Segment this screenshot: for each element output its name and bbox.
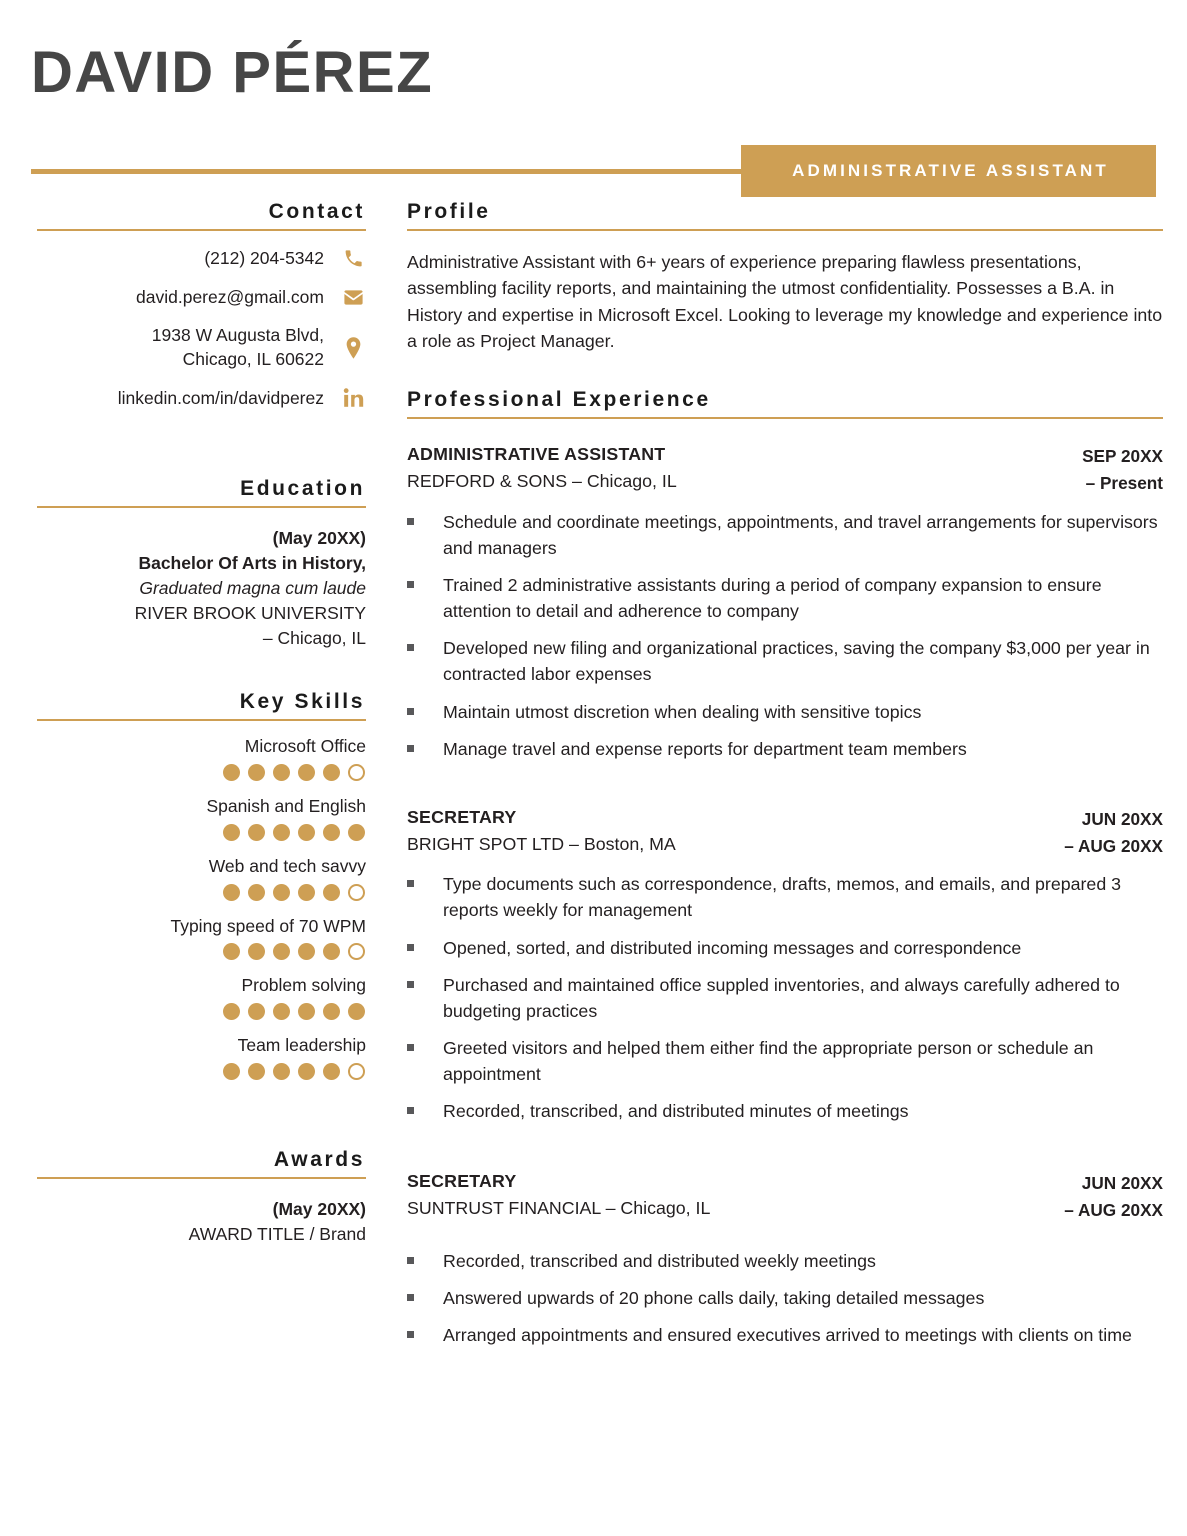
bullet-item xyxy=(407,1035,1163,1087)
profile-heading: Profile xyxy=(407,200,491,223)
skill-item xyxy=(37,974,366,1020)
rating-dot-filled xyxy=(298,764,315,781)
award-title: AWARD TITLE / Brand xyxy=(188,1223,366,1244)
rating-dot-filled xyxy=(323,764,340,781)
job-date-end: – Present xyxy=(1085,472,1163,493)
award-entry xyxy=(37,1197,366,1247)
square-bullet-icon xyxy=(407,736,443,762)
resume-header xyxy=(0,0,1187,200)
jobs-list xyxy=(407,441,1163,1348)
key-skills-rule xyxy=(37,719,366,721)
rating-dot-filled xyxy=(298,824,315,841)
job-title: ADMINISTRATIVE ASSISTANT xyxy=(407,444,666,465)
contact-heading: Contact xyxy=(268,200,365,223)
main-spacer-1 xyxy=(407,354,1163,388)
awards-heading: Awards xyxy=(273,1147,365,1171)
contact-address xyxy=(37,324,366,371)
job-date-end: – AUG 20XX xyxy=(1064,835,1163,856)
rating-dot-filled xyxy=(323,824,340,841)
rating-dot-filled xyxy=(223,1003,240,1020)
job-date-end: – AUG 20XX xyxy=(1064,1200,1163,1221)
job-date-start: JUN 20XX xyxy=(1081,808,1163,829)
contact-address-text xyxy=(152,324,340,371)
contact-phone-text: (212) 204-5342 xyxy=(204,248,324,268)
square-bullet-icon xyxy=(407,871,443,923)
sidebar-spacer-3 xyxy=(37,1094,366,1148)
rating-dot-filled xyxy=(298,1003,315,1020)
skill-label: Problem solving xyxy=(241,975,366,996)
profile-text: Administrative Assistant with 6+ years of experience preparing flawless presentations, assembling facility reports, and maintaining the utmost confidentiality. Possesses a B.A. in History and expertise in Microsoft Excel. Looking to leverage my knowledge and experience into a role as Project Manager. xyxy=(407,252,1163,351)
skill-rating xyxy=(37,1063,366,1080)
rating-dot-filled xyxy=(248,1003,265,1020)
education-honors: Graduated magna cum laude xyxy=(139,577,366,598)
skill-rating xyxy=(37,943,366,960)
job-company: SUNTRUST FINANCIAL – Chicago, IL xyxy=(407,1198,711,1219)
square-bullet-icon xyxy=(407,1035,443,1087)
rating-dot-filled xyxy=(248,884,265,901)
job-bullets xyxy=(407,509,1163,762)
bullet-item xyxy=(407,509,1163,561)
skill-item xyxy=(37,855,366,901)
skill-item xyxy=(37,735,366,781)
rating-dot-filled xyxy=(248,764,265,781)
main-content xyxy=(366,200,1187,1359)
skill-rating xyxy=(37,884,366,901)
job-identity xyxy=(407,804,676,857)
square-bullet-icon xyxy=(407,972,443,1024)
rating-dot-filled xyxy=(348,1003,365,1020)
bullet-item xyxy=(407,736,1163,762)
education-school: RIVER BROOK UNIVERSITY xyxy=(134,602,366,623)
bullet-text: Purchased and maintained office suppled inventories, and always carefully adhered to budgeting practices xyxy=(443,974,1120,1021)
rating-dot-empty xyxy=(348,1063,365,1080)
skill-rating xyxy=(37,764,366,781)
rating-dot-filled xyxy=(323,884,340,901)
job-company: REDFORD & SONS – Chicago, IL xyxy=(407,471,677,491)
education-section xyxy=(37,477,366,650)
sidebar-spacer-1 xyxy=(37,425,366,477)
job-company: BRIGHT SPOT LTD – Boston, MA xyxy=(407,833,676,854)
page-title: DAVID PÉREZ xyxy=(31,40,434,105)
rating-dot-filled xyxy=(273,943,290,960)
skill-item xyxy=(37,915,366,961)
contact-address-line2: Chicago, IL 60622 xyxy=(182,348,324,369)
bullet-text: Manage travel and expense reports for department team members xyxy=(443,738,967,759)
contact-rule xyxy=(37,229,366,231)
skill-rating xyxy=(37,824,366,841)
rating-dot-filled xyxy=(223,1063,240,1080)
contact-email[interactable] xyxy=(37,286,366,310)
rating-dot-filled xyxy=(273,1003,290,1020)
bullet-text: Type documents such as correspondence, drafts, memos, and emails, and prepared 3 reports weekly for management xyxy=(443,874,1122,921)
bullet-item xyxy=(407,572,1163,624)
skill-label: Typing speed of 70 WPM xyxy=(170,915,366,936)
education-rule xyxy=(37,506,366,508)
job-entry xyxy=(407,1168,1163,1348)
rating-dot-empty xyxy=(348,764,365,781)
rating-dot-filled xyxy=(223,943,240,960)
job-bullets xyxy=(407,1248,1163,1348)
job-identity xyxy=(407,441,677,494)
rating-dot-empty xyxy=(348,943,365,960)
job-title-banner: ADMINISTRATIVE ASSISTANT xyxy=(741,145,1156,197)
skill-label: Team leadership xyxy=(237,1035,366,1056)
experience-rule xyxy=(407,417,1163,419)
phone-icon xyxy=(340,248,366,269)
rating-dot-filled xyxy=(323,1003,340,1020)
key-skills-heading: Key Skills xyxy=(239,690,365,714)
rating-dot-filled xyxy=(323,943,340,960)
bullet-item xyxy=(407,1098,1163,1124)
bullet-text: Recorded, transcribed and distributed weekly meetings xyxy=(443,1250,876,1271)
job-identity xyxy=(407,1168,710,1221)
bullet-text: Answered upwards of 20 phone calls daily, taking detailed messages xyxy=(443,1287,985,1308)
job-bullets xyxy=(407,871,1163,1124)
square-bullet-icon xyxy=(407,635,443,687)
square-bullet-icon xyxy=(407,1098,443,1124)
square-bullet-icon xyxy=(407,935,443,961)
contact-linkedin[interactable] xyxy=(37,387,366,411)
skills-list xyxy=(37,735,366,1080)
map-pin-icon xyxy=(340,336,366,360)
contact-list xyxy=(37,247,366,410)
awards-section xyxy=(37,1148,366,1247)
sidebar xyxy=(0,200,366,1359)
square-bullet-icon xyxy=(407,509,443,561)
job-header xyxy=(407,804,1163,859)
awards-rule xyxy=(37,1177,366,1179)
bullet-text: Maintain utmost discretion when dealing with sensitive topics xyxy=(443,701,922,722)
bullet-text: Opened, sorted, and distributed incoming messages and correspondence xyxy=(443,937,1022,958)
rating-dot-filled xyxy=(223,824,240,841)
bullet-item xyxy=(407,699,1163,725)
skill-item xyxy=(37,1034,366,1080)
skill-item xyxy=(37,795,366,841)
bullet-text: Recorded, transcribed, and distributed minutes of meetings xyxy=(443,1101,909,1122)
job-dates xyxy=(1082,441,1163,496)
contact-email-text: david.perez@gmail.com xyxy=(136,286,324,307)
rating-dot-filled xyxy=(273,1063,290,1080)
rating-dot-filled xyxy=(223,764,240,781)
bullet-item xyxy=(407,1248,1163,1274)
rating-dot-filled xyxy=(298,943,315,960)
square-bullet-icon xyxy=(407,572,443,624)
profile-section xyxy=(407,200,1163,354)
linkedin-icon xyxy=(340,387,366,409)
award-date: (May 20XX) xyxy=(272,1198,366,1219)
rating-dot-filled xyxy=(348,824,365,841)
rating-dot-filled xyxy=(323,1063,340,1080)
square-bullet-icon xyxy=(407,1285,443,1311)
experience-heading: Professional Experience xyxy=(407,388,711,412)
rating-dot-filled xyxy=(273,824,290,841)
contact-address-line1: 1938 W Augusta Blvd, xyxy=(151,325,324,346)
job-date-start: JUN 20XX xyxy=(1081,1173,1163,1194)
education-heading: Education xyxy=(240,477,365,501)
profile-rule xyxy=(407,229,1163,231)
job-header xyxy=(407,1168,1163,1223)
header-accent-rule xyxy=(31,169,757,174)
skill-label: Spanish and English xyxy=(206,796,366,817)
square-bullet-icon xyxy=(407,1322,443,1348)
bullet-text: Developed new filing and organizational practices, saving the company $3,000 per year in contracted labor expenses xyxy=(443,638,1150,685)
rating-dot-filled xyxy=(248,824,265,841)
bullet-text: Greeted visitors and helped them either find the appropriate person or schedule an appointment xyxy=(443,1037,1094,1085)
skill-label: Microsoft Office xyxy=(244,736,366,757)
key-skills-section xyxy=(37,690,366,1080)
bullet-text: Trained 2 administrative assistants during a period of company expansion to ensure attention to detail and adherence to company xyxy=(443,574,1102,622)
education-date: (May 20XX) xyxy=(272,528,366,549)
rating-dot-empty xyxy=(348,884,365,901)
bullet-item xyxy=(407,1322,1163,1348)
job-entry xyxy=(407,441,1163,762)
resume-body xyxy=(0,200,1187,1359)
contact-phone[interactable] xyxy=(37,247,366,271)
job-dates xyxy=(1064,1168,1163,1223)
experience-section xyxy=(407,388,1163,1348)
education-degree: Bachelor Of Arts in History, xyxy=(138,552,366,573)
sidebar-spacer-2 xyxy=(37,650,366,690)
rating-dot-filled xyxy=(273,884,290,901)
job-title: SECRETARY xyxy=(407,1171,517,1192)
education-location: – Chicago, IL xyxy=(262,627,366,648)
job-dates xyxy=(1064,804,1163,859)
square-bullet-icon xyxy=(407,699,443,725)
education-entry xyxy=(37,526,366,650)
contact-section xyxy=(37,200,366,410)
bullet-text: Arranged appointments and ensured executives arrived to meetings with clients on time xyxy=(443,1325,1132,1346)
job-header xyxy=(407,441,1163,496)
square-bullet-icon xyxy=(407,1248,443,1274)
skill-rating xyxy=(37,1003,366,1020)
bullet-item xyxy=(407,1285,1163,1311)
contact-linkedin-text: linkedin.com/in/davidperez xyxy=(117,387,324,408)
job-date-start: SEP 20XX xyxy=(1082,446,1163,467)
envelope-icon xyxy=(340,286,366,309)
bullet-item xyxy=(407,871,1163,923)
bullet-item xyxy=(407,635,1163,687)
job-entry xyxy=(407,804,1163,1125)
rating-dot-filled xyxy=(248,943,265,960)
rating-dot-filled xyxy=(223,884,240,901)
rating-dot-filled xyxy=(298,884,315,901)
rating-dot-filled xyxy=(273,764,290,781)
job-title: SECRETARY xyxy=(407,806,517,827)
bullet-item xyxy=(407,935,1163,961)
bullet-item xyxy=(407,972,1163,1024)
bullet-text: Schedule and coordinate meetings, appointments, and travel arrangements for supervisors and managers xyxy=(443,511,1158,558)
skill-label: Web and tech savvy xyxy=(208,855,366,876)
rating-dot-filled xyxy=(248,1063,265,1080)
rating-dot-filled xyxy=(298,1063,315,1080)
